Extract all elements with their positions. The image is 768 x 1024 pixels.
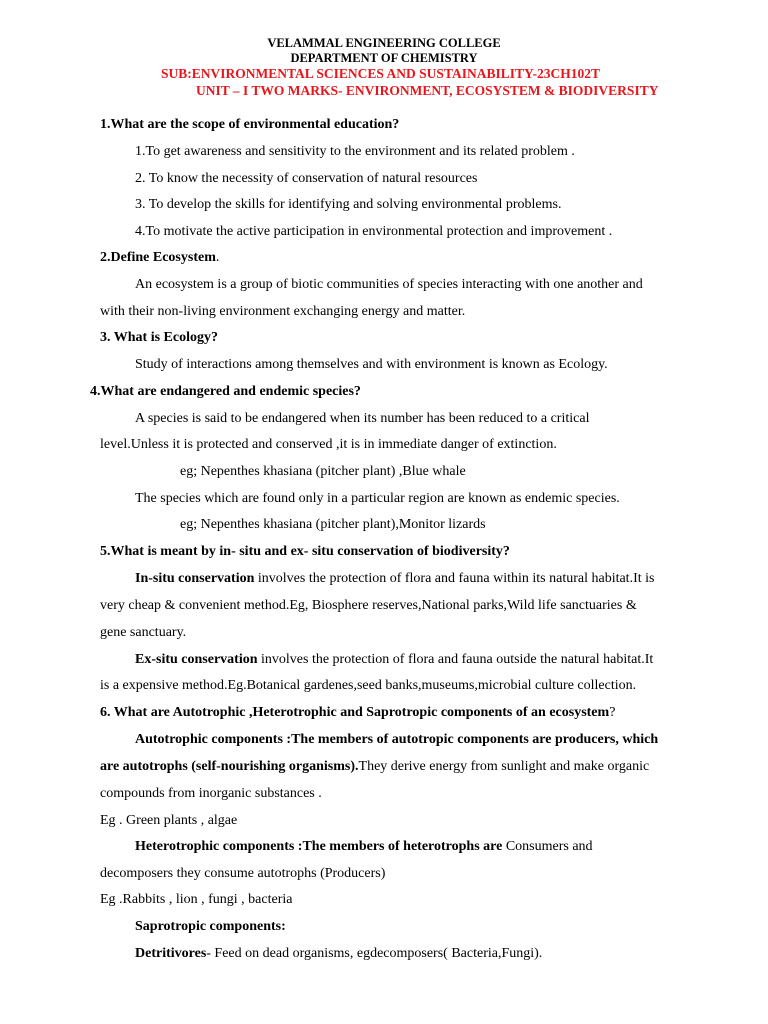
- q4-endangered-example: eg; Nepenthes khasiana (pitcher plant) ,Blue whale: [180, 464, 466, 479]
- department-name: DEPARTMENT OF CHEMISTRY: [290, 51, 478, 65]
- autotroph-energy-text: They derive energy from sunlight and make organic: [358, 759, 650, 774]
- exsitu-term: Ex-situ conservation: [135, 652, 258, 667]
- insitu-term: In-situ conservation: [135, 571, 255, 586]
- question-6: 6. What are Autotrophic ,Heterotrophic and Saprotropic components of an ecosystem: [100, 705, 610, 720]
- question-1: 1.What are the scope of environmental education?: [100, 117, 400, 132]
- q4-endangered-line-1: A species is said to be endangered when its number has been reduced to a critical: [135, 411, 590, 426]
- q5-insitu-line-3: gene sanctuary.: [100, 625, 187, 640]
- question-2-end: .: [215, 250, 220, 265]
- q6-autotrophic-line-3: compounds from inorganic substances .: [100, 786, 322, 801]
- q6-heterotrophic-line-1: [135, 839, 593, 855]
- question-5: 5.What is meant by in- situ and ex- situ conservation of biodiversity?: [100, 544, 510, 559]
- question-4: 4.What are endangered and endemic species?: [90, 384, 361, 399]
- q4-endangered-line-2: level.Unless it is protected and conserved ,it is in immediate danger of extinction.: [100, 437, 557, 452]
- question-6-end: ?: [609, 705, 616, 720]
- question-6-line: [100, 705, 615, 721]
- q6-autotrophic-line-1: Autotrophic components :The members of autotropic components are producers, which: [135, 732, 659, 747]
- q5-insitu-line-2: very cheap & convenient method.Eg, Biosphere reserves,National parks,Wild life sanctuaries &: [100, 598, 637, 613]
- q1-point-1: 1.To get awareness and sensitivity to the environment and its related problem .: [135, 144, 575, 159]
- detritivores-term: Detritivores: [135, 946, 207, 961]
- q5-exsitu-line-1: [135, 652, 653, 668]
- q2-answer-line-1: An ecosystem is a group of biotic communities of species interacting with one another and: [135, 277, 643, 292]
- q1-point-4: 4.To motivate the active participation in environmental protection and improvement .: [135, 224, 613, 239]
- unit-title: UNIT – I TWO MARKS- ENVIRONMENT, ECOSYSTEM & BIODIVERSITY: [196, 83, 659, 98]
- q3-answer: Study of interactions among themselves and with environment is known as Ecology.: [135, 357, 608, 372]
- q1-point-3: 3. To develop the skills for identifying and solving environmental problems.: [135, 197, 562, 212]
- question-2-line: [100, 250, 219, 266]
- detritivores-text: - Feed on dead organisms, egdecomposers( Bacteria,Fungi).: [206, 946, 543, 961]
- q6-saprotropic-heading: Saprotropic components:: [135, 919, 286, 934]
- insitu-text: involves the protection of flora and fauna within its natural habitat.It is: [254, 571, 655, 586]
- q6-heterotrophic-line-2: decomposers they consume autotrophs (Producers): [100, 866, 386, 881]
- subject-title: SUB:ENVIRONMENTAL SCIENCES AND SUSTAINABILITY-23CH102T: [161, 66, 600, 81]
- q5-exsitu-line-2: is a expensive method.Eg.Botanical gardenes,seed banks,museums,microbial culture collection.: [100, 678, 637, 693]
- q6-heterotrophic-example: Eg .Rabbits , lion , fungi , bacteria: [100, 892, 293, 907]
- q1-point-2: 2. To know the necessity of conservation of natural resources: [135, 171, 478, 186]
- q6-detritivores-line: [135, 946, 542, 962]
- heterotroph-text: Consumers and: [502, 839, 593, 854]
- q6-autotrophic-line-2: [100, 759, 649, 775]
- heterotroph-heading: Heterotrophic components :The members of heterotrophs are: [135, 839, 503, 854]
- question-3: 3. What is Ecology?: [100, 330, 218, 345]
- q2-answer-line-2: with their non-living environment exchanging energy and matter.: [100, 304, 466, 319]
- autotroph-definition: are autotrophs (self-nourishing organisms).: [100, 759, 359, 774]
- exsitu-text: involves the protection of flora and fauna outside the natural habitat.It: [257, 652, 654, 667]
- college-name: VELAMMAL ENGINEERING COLLEGE: [267, 36, 501, 50]
- question-2: 2.Define Ecosystem: [100, 250, 216, 265]
- q6-autotrophic-example: Eg . Green plants , algae: [100, 813, 238, 828]
- q4-endemic-definition: The species which are found only in a particular region are known as endemic species.: [135, 491, 620, 506]
- q5-insitu-line-1: [135, 571, 654, 587]
- q4-endemic-example: eg; Nepenthes khasiana (pitcher plant),Monitor lizards: [180, 517, 486, 532]
